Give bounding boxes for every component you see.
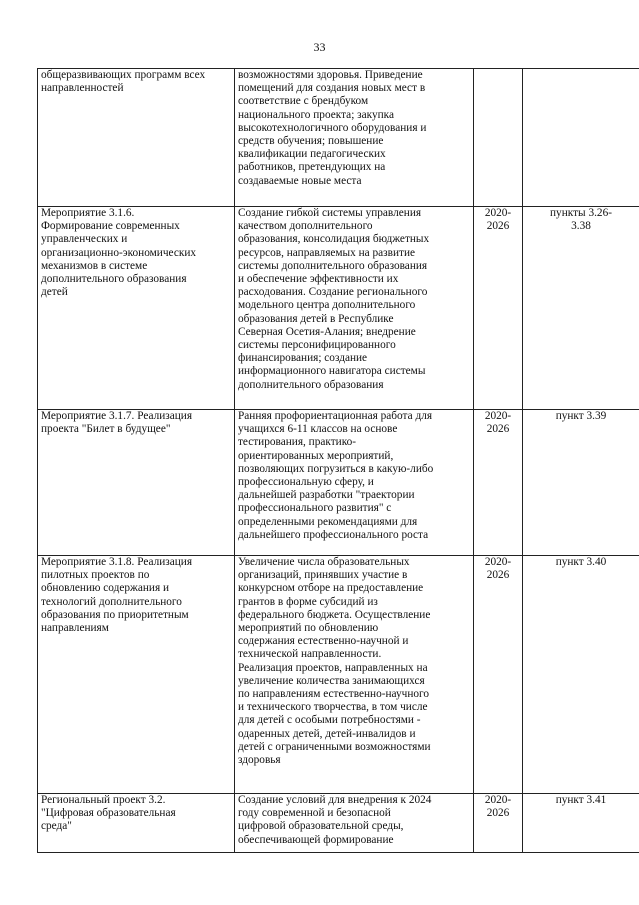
years-text: 2020- 2026 <box>484 410 512 436</box>
years-cell <box>474 69 523 207</box>
activities-table <box>37 68 639 853</box>
years-cell <box>474 207 523 410</box>
years-cell <box>474 794 523 853</box>
items-text: пункты 3.26- 3.38 <box>550 207 612 233</box>
activity-cell <box>38 207 235 410</box>
description-cell <box>235 69 474 207</box>
items-cell <box>523 794 639 853</box>
years-text: 2020- 2026 <box>484 556 512 582</box>
page-number: 33 <box>313 40 326 54</box>
activity-text: Региональный проект 3.2. "Цифровая образовательная среда" <box>41 794 176 833</box>
years-cell <box>474 556 523 794</box>
description-cell <box>235 556 474 794</box>
items-text: пункт 3.40 <box>555 556 607 568</box>
activity-cell <box>38 69 235 207</box>
items-cell <box>523 207 639 410</box>
items-cell <box>523 556 639 794</box>
activity-text: общеразвивающих программ всех направленностей <box>41 69 206 95</box>
description-text: возможностями здоровья. Приведение помещений для создания новых мест в соответствие с брендбуком национального проекта; закупка высокотехнологичного оборудования и средств обучения; повышение квалификации педагогических работников, претендующих на создаваемые новые места <box>238 69 427 187</box>
table-row <box>38 207 639 410</box>
table-row <box>38 410 639 556</box>
description-text: Создание условий для внедрения к 2024 году современной и безопасной цифровой образовательной среды, обеспечивающей формирование <box>238 794 432 846</box>
activity-cell <box>38 556 235 794</box>
description-cell <box>235 410 474 556</box>
items-cell <box>523 410 639 556</box>
table-row <box>38 794 639 853</box>
description-text: Создание гибкой системы управления качеством дополнительного образования, консолидация бюджетных ресурсов, направляемых на развитие системы дополнительного образования и обеспечение эффективности их расходования. Создание регионального модельного центра дополнительного образования детей в Республике Северная Осетия-Алания; внедрение системы персонифицированного финансирования; создание информационного навигатора системы дополнительного образования <box>238 207 430 391</box>
description-cell <box>235 794 474 853</box>
table-row <box>38 556 639 794</box>
items-text: пункт 3.39 <box>555 410 607 422</box>
description-text: Ранняя профориентационная работа для учащихся 6-11 классов на основе тестирования, практико- ориентированных мероприятий, позволяющих погрузиться в какую-либо профессиональную сферу, и дальнейшей разработки "траектории профессионального развития" с определенными рекомендациями для дальнейшего профессионального роста <box>238 410 434 541</box>
description-text: Увеличение числа образовательных организаций, принявших участие в конкурсном отборе на предоставление грантов в форме субсидий из федерального бюджета. Осуществление мероприятий по обновлению содержания естественно-научной и технической направленности. Реализация проектов, направленных на увеличение количества занимающихся по направлениям естественно-научного и технического творчества, в том числе для детей с особыми потребностями - одаренных детей, детей-инвалидов и детей с ограниченными возможностями здоровья <box>238 556 431 767</box>
years-text: 2020- 2026 <box>484 207 512 233</box>
activity-text: Мероприятие 3.1.7. Реализация проекта "Билет в будущее" <box>41 410 193 436</box>
table-row <box>38 69 639 207</box>
activity-cell <box>38 794 235 853</box>
activity-text: Мероприятие 3.1.8. Реализация пилотных проектов по обновлению содержания и технологий дополнительного образования по приоритетным направлениям <box>41 556 193 635</box>
years-cell <box>474 410 523 556</box>
activity-text: Мероприятие 3.1.6. Формирование современных управленческих и организационно-экономических механизмов в системе дополнительного образования детей <box>41 207 197 299</box>
items-text: пункт 3.41 <box>555 794 607 806</box>
activity-cell <box>38 410 235 556</box>
items-cell <box>523 69 639 207</box>
description-cell <box>235 207 474 410</box>
years-text: 2020- 2026 <box>484 794 512 820</box>
